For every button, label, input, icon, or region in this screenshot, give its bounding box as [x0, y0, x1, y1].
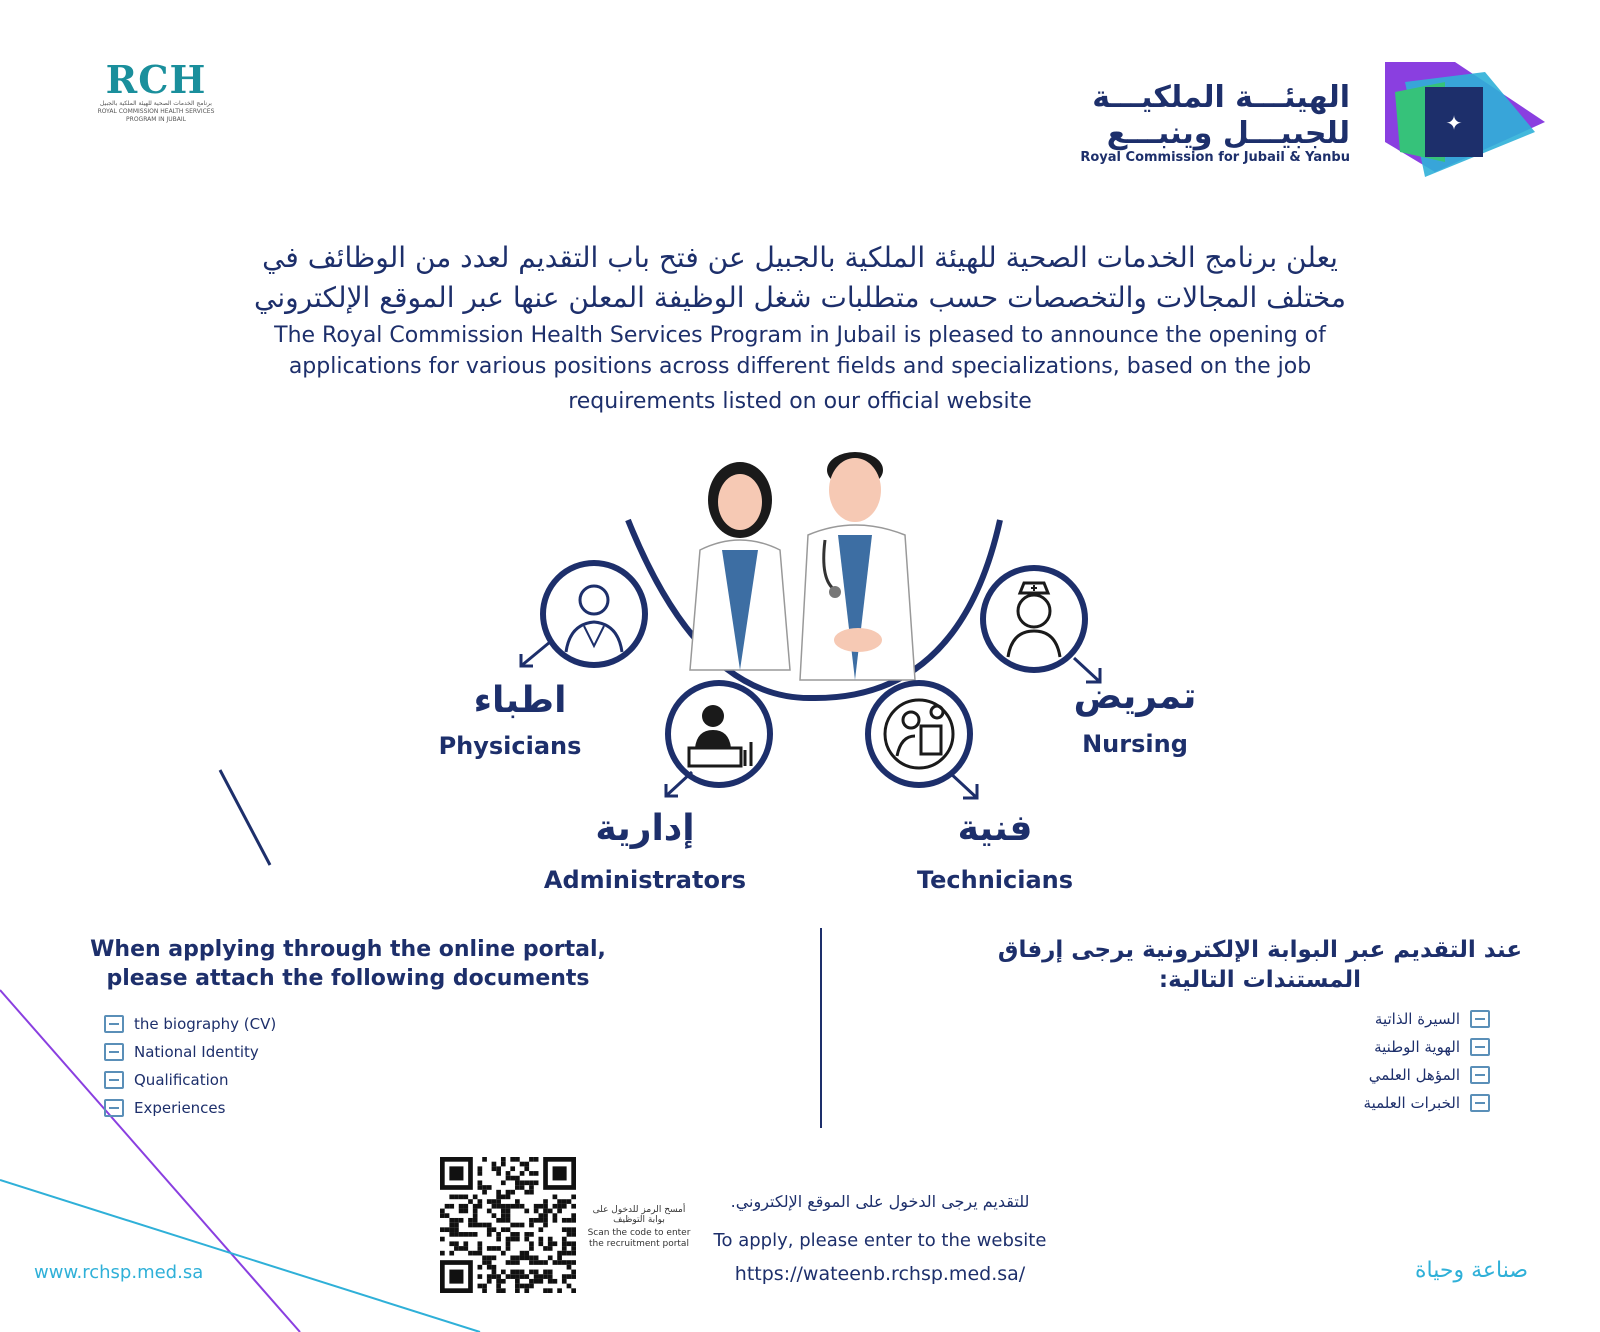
list-item: National Identity — [104, 1038, 276, 1066]
doctor-icon — [546, 566, 642, 662]
announcement-en-line1: The Royal Commission Health Services Program in Jubail is pleased to announce the opening of — [274, 323, 1326, 348]
administrators-label-en: Administrators — [543, 866, 747, 894]
apply-url-link[interactable]: https://wateenb.rchsp.med.sa/ — [734, 1263, 1026, 1285]
administrators-arrow-icon — [660, 770, 700, 800]
rc-title-ar — [1092, 80, 1350, 152]
technician-icon — [871, 686, 967, 782]
documents-title-en-line2: please attach the following documents — [106, 966, 590, 991]
svg-text:✦: ✦ — [1445, 111, 1463, 135]
rch-logo-sub-ar: برنامج الخدمات الصحية للهيئة الملكية بالجبيل — [100, 100, 212, 107]
slogan-ar: صناعة وحياة — [1415, 1258, 1529, 1283]
list-item: Qualification — [104, 1066, 276, 1094]
id-card-icon — [104, 1043, 124, 1061]
nursing-label-en: Nursing — [1082, 730, 1188, 758]
qr-code[interactable] — [440, 1157, 576, 1293]
announcement-ar-line2: مختلف المجالات والتخصصات حسب متطلبات شغل الوظيفة المعلن عنها عبر الموقع الإلكتروني — [254, 281, 1346, 314]
documents-title-ar-line1: عند التقديم عبر البوابة الإلكترونية يرجى إرفاق — [997, 937, 1523, 963]
announcement-en-line2: applications for various positions across different fields and specializations, based on the job — [288, 354, 1312, 379]
administrators-label-ar: إدارية — [595, 808, 695, 849]
certificate-icon — [104, 1071, 124, 1089]
rch-logo-mark: RCH — [105, 57, 207, 102]
list-item: المؤهل العلمي — [1364, 1061, 1490, 1089]
cv-icon — [104, 1015, 124, 1033]
website-link[interactable]: www.rchsp.med.sa — [34, 1262, 204, 1283]
qr-note-en: Scan the code to enter the recruitment portal — [587, 1228, 691, 1249]
list-item: السيرة الذاتية — [1364, 1005, 1490, 1033]
technicians-label-en: Technicians — [916, 866, 1074, 894]
rc-title-ar-line2: للجبيـــل وينبـــع — [1106, 116, 1350, 151]
cv-icon — [1470, 1010, 1490, 1028]
documents-title-ar — [990, 935, 1530, 995]
doctors-illustration — [660, 440, 960, 690]
rch-logo — [86, 57, 226, 124]
certificate-icon — [1470, 1066, 1490, 1084]
physicians-arrow-icon — [515, 640, 555, 670]
list-item: the biography (CV) — [104, 1010, 276, 1038]
list-item: الهوية الوطنية — [1364, 1033, 1490, 1061]
qr-note-ar: أمسح الرمز للدخول على بوابة التوظيف — [592, 1205, 686, 1225]
physicians-icon-circle — [540, 560, 648, 668]
rc-title-ar-line1: الهيئـــة الملكيـــة — [1092, 80, 1350, 115]
announcement-ar — [150, 238, 1450, 318]
documents-title-en-line1: When applying through the online portal, — [90, 937, 606, 962]
documents-list-ar — [1364, 1005, 1490, 1117]
documents-title-en — [88, 935, 608, 993]
physicians-label-ar: اطباء — [473, 680, 567, 721]
id-card-icon — [1470, 1038, 1490, 1056]
technicians-arrow-icon — [945, 770, 985, 802]
apply-text-ar: للتقديم يرجى الدخول على الموقع الإلكتروني. — [730, 1192, 1030, 1211]
office-worker-icon — [671, 686, 767, 782]
list-item: الخبرات العلمية — [1364, 1089, 1490, 1117]
documents-list-en — [104, 1010, 276, 1122]
documents-title-ar-line2: المستندات التالية: — [1158, 967, 1362, 993]
list-item: Experiences — [104, 1094, 276, 1122]
announcement-ar-line1: يعلن برنامج الخدمات الصحية للهيئة الملكية بالجبيل عن فتح باب التقديم لعدد من الوظائف في — [262, 241, 1338, 274]
nurse-icon — [986, 571, 1082, 667]
section-divider — [820, 928, 822, 1128]
nursing-label-ar: تمريض — [1073, 676, 1197, 717]
announcement-en-line3: requirements listed on our official website — [568, 389, 1032, 414]
rch-logo-sub-en: ROYAL COMMISSION HEALTH SERVICES PROGRAM IN JUBAIL — [97, 108, 215, 123]
apply-text-en: To apply, please enter to the website — [713, 1230, 1047, 1251]
announcement-en — [200, 320, 1400, 417]
physicians-label-en: Physicians — [438, 732, 582, 760]
experience-icon — [104, 1099, 124, 1117]
royal-commission-emblem-icon — [1385, 62, 1545, 182]
technicians-label-ar: فنية — [957, 808, 1033, 849]
experience-icon — [1470, 1094, 1490, 1112]
rc-title-en: Royal Commission for Jubail & Yanbu — [1080, 150, 1350, 165]
